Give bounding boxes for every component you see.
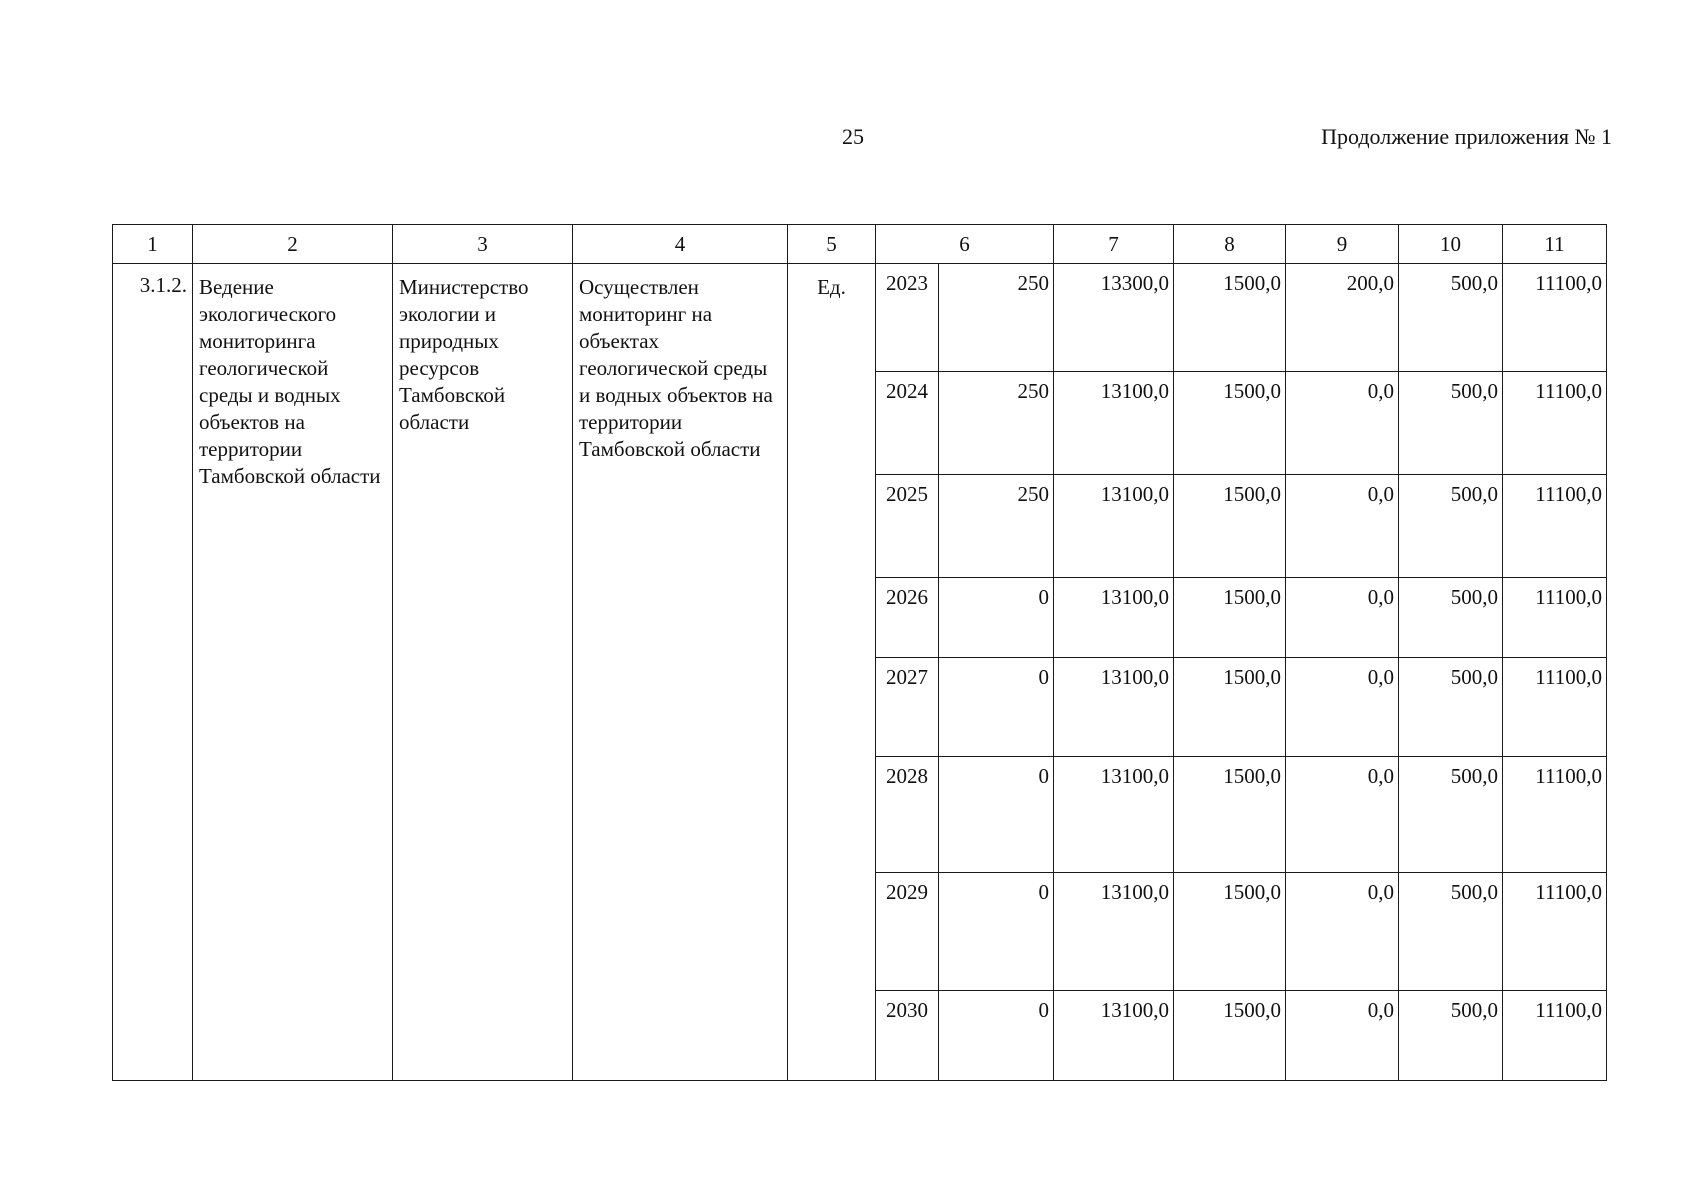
column-10-cell: 500,0 [1399, 264, 1503, 372]
column-11-cell: 11100,0 [1503, 658, 1607, 757]
column-9-cell: 0,0 [1286, 991, 1399, 1081]
column-8-cell: 1500,0 [1174, 578, 1286, 658]
column-9-cell: 0,0 [1286, 873, 1399, 991]
indicator-value-cell: 0 [939, 873, 1054, 991]
column-11-cell: 11100,0 [1503, 578, 1607, 658]
table-row [113, 264, 1607, 372]
column-header-7: 7 [1054, 225, 1174, 264]
appendix-continuation-label: Продолжение приложения № 1 [1321, 124, 1612, 149]
column-9-cell: 0,0 [1286, 475, 1399, 578]
entry-name: Ведение экологического мониторинга геологической среды и водных объектов на территории Тамбовской области [193, 264, 393, 1081]
column-7-cell: 13100,0 [1054, 873, 1174, 991]
column-8-cell: 1500,0 [1174, 475, 1286, 578]
indicator-value-cell: 0 [939, 578, 1054, 658]
column-7-cell: 13100,0 [1054, 475, 1174, 578]
column-8-cell: 1500,0 [1174, 658, 1286, 757]
column-10-cell: 500,0 [1399, 757, 1503, 873]
column-8-cell: 1500,0 [1174, 372, 1286, 475]
column-header-3: 3 [393, 225, 573, 264]
column-9-cell: 0,0 [1286, 757, 1399, 873]
year-cell: 2027 [876, 658, 939, 757]
entry-code: 3.1.2. [113, 264, 193, 1081]
column-header-11: 11 [1503, 225, 1607, 264]
column-10-cell: 500,0 [1399, 658, 1503, 757]
indicator-value-cell: 0 [939, 757, 1054, 873]
indicator-value-cell: 250 [939, 475, 1054, 578]
column-header-8: 8 [1174, 225, 1286, 264]
column-header-1: 1 [113, 225, 193, 264]
column-11-cell: 11100,0 [1503, 873, 1607, 991]
column-10-cell: 500,0 [1399, 475, 1503, 578]
column-7-cell: 13100,0 [1054, 757, 1174, 873]
column-7-cell: 13100,0 [1054, 578, 1174, 658]
column-7-cell: 13100,0 [1054, 991, 1174, 1081]
year-cell: 2029 [876, 873, 939, 991]
appendix-table [112, 224, 1607, 1081]
year-cell: 2023 [876, 264, 939, 372]
entry-executor: Министерство экологии и природных ресурсов Тамбовской области [393, 264, 573, 1081]
year-cell: 2026 [876, 578, 939, 658]
column-9-cell: 200,0 [1286, 264, 1399, 372]
column-11-cell: 11100,0 [1503, 372, 1607, 475]
column-11-cell: 11100,0 [1503, 757, 1607, 873]
column-8-cell: 1500,0 [1174, 757, 1286, 873]
column-10-cell: 500,0 [1399, 372, 1503, 475]
column-8-cell: 1500,0 [1174, 264, 1286, 372]
column-7-cell: 13100,0 [1054, 658, 1174, 757]
column-9-cell: 0,0 [1286, 578, 1399, 658]
column-11-cell: 11100,0 [1503, 991, 1607, 1081]
indicator-value-cell: 250 [939, 372, 1054, 475]
entry-unit: Ед. [788, 264, 876, 1081]
table-header-row [113, 225, 1607, 264]
column-10-cell: 500,0 [1399, 991, 1503, 1081]
column-10-cell: 500,0 [1399, 578, 1503, 658]
column-11-cell: 11100,0 [1503, 475, 1607, 578]
column-8-cell: 1500,0 [1174, 873, 1286, 991]
indicator-value-cell: 0 [939, 991, 1054, 1081]
column-header-2: 2 [193, 225, 393, 264]
page-number: 25 [842, 124, 864, 149]
column-header-6: 6 [876, 225, 1054, 264]
column-header-9: 9 [1286, 225, 1399, 264]
year-cell: 2024 [876, 372, 939, 475]
column-9-cell: 0,0 [1286, 372, 1399, 475]
column-7-cell: 13100,0 [1054, 372, 1174, 475]
column-10-cell: 500,0 [1399, 873, 1503, 991]
year-cell: 2028 [876, 757, 939, 873]
column-header-4: 4 [573, 225, 788, 264]
year-cell: 2025 [876, 475, 939, 578]
year-cell: 2030 [876, 991, 939, 1081]
column-header-10: 10 [1399, 225, 1503, 264]
column-8-cell: 1500,0 [1174, 991, 1286, 1081]
indicator-value-cell: 250 [939, 264, 1054, 372]
indicator-value-cell: 0 [939, 658, 1054, 757]
column-9-cell: 0,0 [1286, 658, 1399, 757]
column-7-cell: 13300,0 [1054, 264, 1174, 372]
column-header-5: 5 [788, 225, 876, 264]
column-11-cell: 11100,0 [1503, 264, 1607, 372]
entry-result: Осуществлен мониторинг на объектах геологической среды и водных объектов на территории Тамбовской области [573, 264, 788, 1081]
